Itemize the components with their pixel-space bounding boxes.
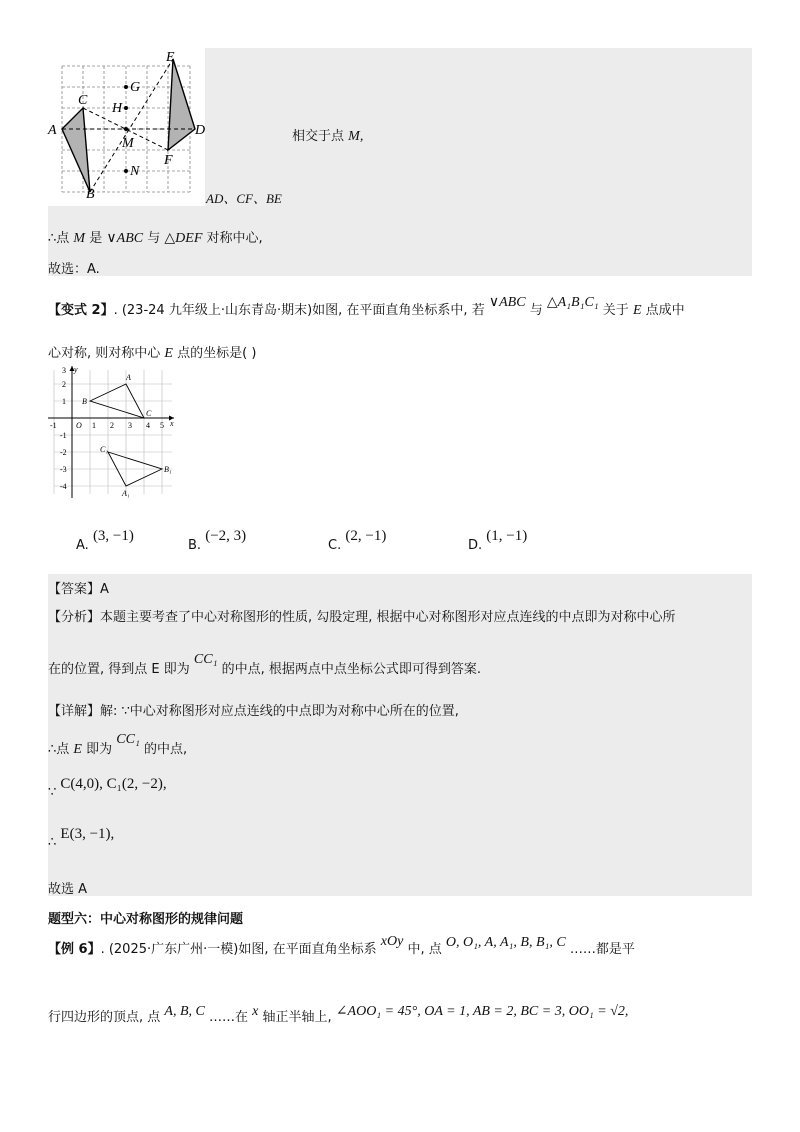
svg-text:C₁: C₁ [100,445,109,454]
svg-text:-2: -2 [60,448,67,457]
coordinate-graph [48,364,183,504]
example6-line1: 【例 6】. (2025·广东广州·一模)如图, 在平面直角坐标系 xOy 中, 点 O, O₁, A, A₁, B, B₁, C ……都是平 [48,934,635,957]
svg-text:-3: -3 [60,465,67,474]
option-b[interactable]: B. (−2, 3) [188,528,247,553]
choice-line-1: 故选：A. [48,262,100,277]
intersect-text: 相交于点 M, [292,129,364,144]
svg-text:4: 4 [146,421,150,430]
svg-text:1: 1 [62,397,66,406]
svg-text:B₁: B₁ [164,465,172,474]
detail-line4: ∴ E(3, −1), [48,826,115,850]
svg-text:3: 3 [62,366,66,375]
svg-text:B: B [86,187,95,198]
option-d[interactable]: D. (1, −1) [468,528,528,553]
svg-text:O: O [76,421,82,430]
solution-block-top-bg [205,48,752,206]
svg-text:G: G [130,80,141,95]
svg-text:C: C [146,409,152,418]
svg-text:x: x [170,419,174,428]
svg-text:-1: -1 [50,421,57,430]
option-a[interactable]: A. (3, −1) [76,528,134,553]
svg-text:A: A [126,373,131,382]
svg-text:A: A [48,123,57,138]
section6-title: 题型六：中心对称图形的规律问题 [48,912,244,927]
svg-text:y: y [74,365,78,374]
option-c[interactable]: C. (2, −1) [328,528,387,553]
detail-line2: ∴点 E 即为 CC₁ 的中点, [48,732,188,757]
svg-text:B: B [82,397,87,406]
example6-line2: 行四边形的顶点, 点 A, B, C ……在 x 轴正半轴上, ∠AOO₁ = 45°, OA = 1, AB = 2, BC = 3, OO₁ = √2, [48,1004,629,1025]
detail-line1: 【详解】解: ∵中心对称图形对应点连线的中点即为对称中心所在的位置, [48,704,459,719]
svg-text:H: H [112,101,123,116]
svg-text:A₁: A₁ [122,489,130,498]
analysis-line1: 【分析】本题主要考查了中心对称图形的性质, 勾股定理, 根据中心对称图形对应点连线的中点即为对称中心所 [48,610,676,625]
svg-text:2: 2 [62,380,66,389]
svg-text:-4: -4 [60,482,67,491]
svg-text:C: C [78,93,88,108]
analysis-line2: 在的位置, 得到点 E 即为 CC₁ 的中点, 根据两点中点坐标公式即可得到答案. [48,652,481,677]
triangle-def [168,59,195,150]
detail-line3: ∵ C(4,0), C₁(2, −2), [48,776,167,800]
answer-line: 【答案】A [48,582,109,597]
svg-text:3: 3 [128,421,132,430]
svg-text:D: D [195,123,206,138]
svg-text:M: M [122,136,134,151]
symmetry-figure [46,48,206,198]
svg-text:-1: -1 [60,431,67,440]
svg-text:F: F [164,153,173,168]
lines-text: AD、CF、BE [206,191,282,206]
svg-text:2: 2 [110,421,114,430]
svg-text:N: N [130,164,140,179]
variant2-question-line2: 心对称, 则对称中心 E 点的坐标是( ) [48,346,257,361]
variant2-question-line1: 【变式 2】. (23-24 九年级上·山东青岛·期末)如图, 在平面直角坐标系中, 若 ∨ABC 与 △A₁B₁C₁ 关于 E 点成中 [48,295,685,318]
svg-text:5: 5 [160,421,164,430]
detail-line5: 故选 A [48,882,88,897]
svg-text:E: E [166,50,175,65]
svg-text:1: 1 [92,421,96,430]
symmetry-center-line: ∴点 M 是 ∨ABC 与 △DEF 对称中心, [48,231,263,246]
triangle-abc [62,108,90,192]
